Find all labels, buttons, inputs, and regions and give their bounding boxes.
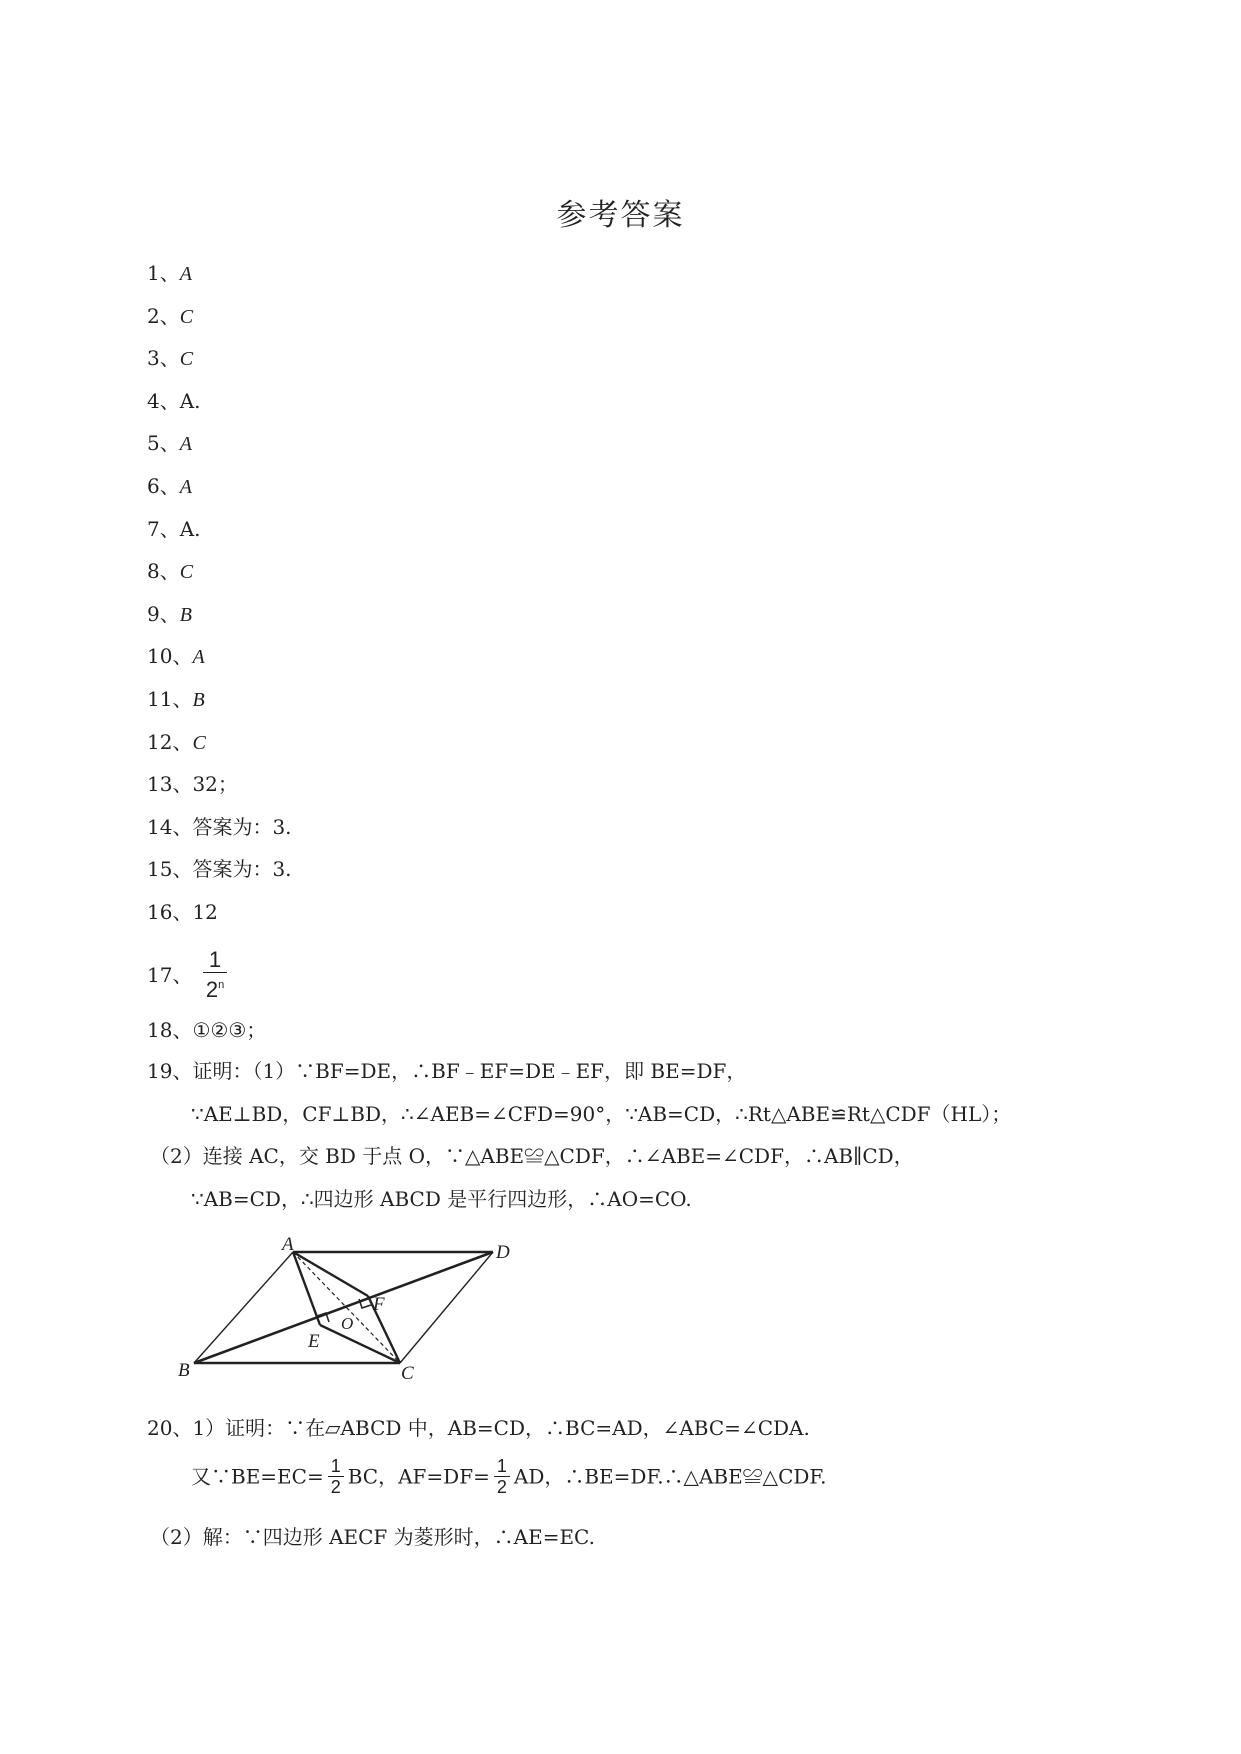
answer-number: 19、 — [147, 1059, 193, 1083]
answer-item — [147, 728, 206, 757]
denominator-exponent: n — [218, 979, 225, 991]
answer-number: 20、 — [147, 1416, 193, 1440]
answer-item — [147, 302, 193, 331]
answer-number: 18、 — [147, 1018, 193, 1042]
answer-number: 9、 — [147, 602, 180, 626]
label-F: F — [373, 1294, 385, 1315]
answer-text: 12 — [192, 900, 218, 924]
answer-20-line-1 — [147, 1414, 810, 1442]
answer-text: 答案为：3. — [192, 815, 292, 839]
answer-text: C — [179, 348, 194, 370]
answer-number: 10、 — [147, 644, 193, 668]
answer-20-line-3: （2）解：∵四边形 AECF 为菱形时，∴AE=EC. — [150, 1525, 596, 1549]
fraction-half — [328, 1456, 344, 1497]
fraction-numerator: 1 — [208, 947, 222, 972]
fraction-half — [494, 1456, 510, 1497]
answer-item — [147, 429, 192, 458]
segment-AF — [293, 1252, 368, 1296]
answer-text: A — [192, 646, 205, 668]
answer-text: C — [179, 561, 194, 583]
segment-AB — [194, 1252, 293, 1363]
answer-number: 13、 — [147, 772, 193, 796]
fraction — [203, 948, 227, 1002]
fraction-denominator — [203, 972, 227, 1002]
answer-number: 12、 — [147, 730, 193, 754]
answer-text: C — [179, 306, 194, 328]
answer-number: 7、 — [147, 517, 180, 541]
answer-19-line-3: （2）连接 AC，交 BD 于点 O，∵△ABE≌△CDF，∴∠ABE=∠CDF，∴AB∥CD， — [150, 1144, 914, 1168]
answer-number: 17、 — [147, 963, 193, 987]
answer-item — [147, 813, 292, 841]
segment-BD — [194, 1252, 493, 1363]
answer-item — [147, 515, 201, 543]
label-E: E — [308, 1331, 320, 1352]
answer-20-line-2 — [191, 1456, 827, 1497]
proof-text: 1）证明：∵在▱ABCD 中，AB=CD，∴BC=AD，∠ABC=∠CDA. — [192, 1416, 810, 1440]
answer-item — [147, 344, 193, 373]
label-A: A — [282, 1236, 294, 1255]
answer-text: B — [179, 604, 192, 626]
answer-18 — [147, 1016, 266, 1044]
answer-item — [147, 557, 193, 586]
answer-text: A. — [179, 389, 201, 413]
answer-19-line-4: ∵AB=CD，∴四边形 ABCD 是平行四边形，∴AO=CO. — [191, 1187, 692, 1211]
parallelogram-figure — [178, 1236, 524, 1382]
fraction-denominator: 2 — [328, 1476, 344, 1497]
answer-item — [147, 472, 192, 501]
answer-number: 11、 — [147, 687, 193, 711]
answer-item — [147, 855, 292, 883]
answer-text: C — [192, 732, 206, 754]
answer-number: 16、 — [147, 900, 193, 924]
proof-text: BC，AF=DF= — [347, 1464, 490, 1489]
answer-item — [147, 898, 218, 926]
label-D: D — [496, 1242, 510, 1263]
page-title: 参考答案 — [556, 198, 685, 233]
proof-text: AD，∴BE=DF.∴△ABE≌△CDF. — [513, 1464, 827, 1489]
answer-item — [147, 642, 205, 671]
answer-number: 6、 — [147, 474, 180, 498]
segment-EC — [320, 1325, 400, 1363]
fraction-denominator: 2 — [494, 1476, 510, 1497]
segment-AE — [293, 1252, 320, 1325]
answer-item — [147, 770, 238, 798]
fraction-numerator: 1 — [496, 1456, 507, 1476]
answer-19-line-2: ∵AE⊥BD，CF⊥BD，∴∠AEB=∠CFD=90°，∵AB=CD，∴Rt△ABE≌Rt△CDF（HL）； — [191, 1102, 1012, 1126]
proof-text: 又∵BE=EC= — [191, 1464, 324, 1489]
answer-text: 答案为：3. — [192, 857, 292, 881]
answer-number: 4、 — [147, 389, 180, 413]
answer-number: 3、 — [147, 346, 180, 370]
label-C: C — [401, 1363, 414, 1382]
answer-item — [147, 387, 201, 415]
answer-item — [147, 600, 192, 629]
answer-number: 1、 — [147, 261, 180, 285]
proof-text: 证明：（1）∵BF=DE，∴BF﹣EF=DE﹣EF，即 BE=DF， — [192, 1059, 747, 1083]
answer-item — [147, 259, 192, 288]
answer-number: 8、 — [147, 559, 180, 583]
answer-item — [147, 685, 205, 714]
answer-number: 15、 — [147, 857, 193, 881]
answer-number: 2、 — [147, 304, 180, 328]
denominator-base: 2 — [205, 977, 219, 1002]
answer-text: A — [179, 263, 192, 285]
answer-17 — [147, 948, 231, 1002]
answer-number: 14、 — [147, 815, 193, 839]
answer-19-line-1 — [147, 1057, 746, 1085]
label-O: O — [341, 1314, 354, 1333]
answer-text: 32； — [192, 772, 238, 796]
answer-text: ①②③； — [192, 1018, 267, 1042]
label-B: B — [178, 1360, 190, 1381]
answer-text: A — [179, 476, 192, 498]
answer-text: B — [192, 689, 205, 711]
answer-number: 5、 — [147, 431, 180, 455]
answer-text: A. — [179, 517, 201, 541]
fraction-numerator: 1 — [330, 1456, 341, 1476]
answer-text: A — [179, 433, 192, 455]
